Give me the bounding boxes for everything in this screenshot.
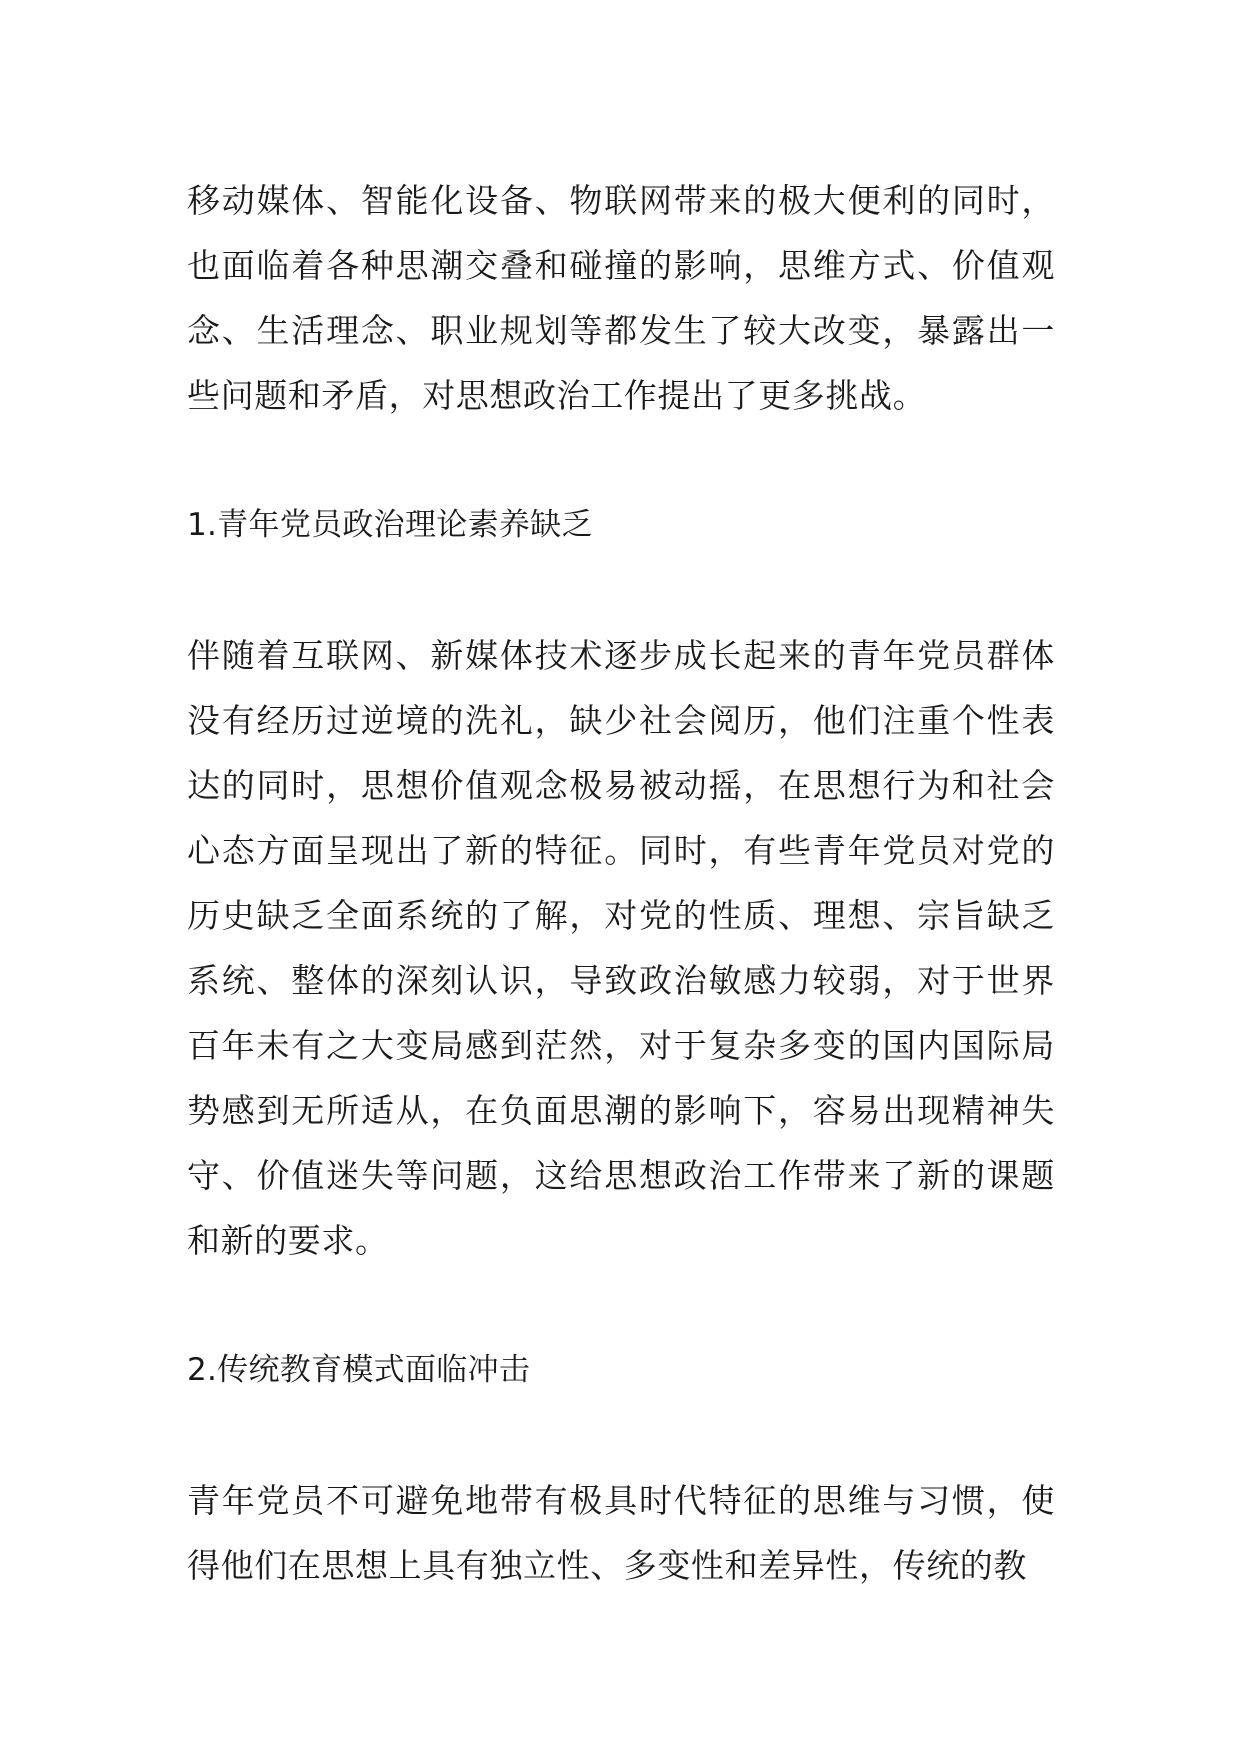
paragraph-media-impact: 移动媒体、智能化设备、物联网带来的极大便利的同时，也面临着各种思潮交叠和碰撞的影响，思维方式、价值观念、生活理念、职业规划等都发生了较大改变，暴露出一些问题和矛盾，对思想政治工作提出了更多挑战。 <box>187 181 1055 415</box>
section-heading-1: 1.青年党员政治理论素养缺乏 <box>187 507 593 543</box>
section-heading-2: 2.传统教育模式面临冲击 <box>187 1352 531 1388</box>
paragraph-political-theory: 伴随着互联网、新媒体技术逐步成长起来的青年党员群体没有经历过逆境的洗礼，缺少社会阅历，他们注重个性表达的同时，思想价值观念极易被动摇，在思想行为和社会心态方面呈现出了新的特征。同时，有些青年党员对党的历史缺乏全面系统的了解，对党的性质、理想、宗旨缺乏系统、整体的深刻认识，导致政治敏感力较弱，对于世界百年未有之大变局感到茫然，对于复杂多变的国内国际局势感到无所适从，在负面思潮的影响下，容易出现精神失守、价值迷失等问题，这给思想政治工作带来了新的课题和新的要求。 <box>187 636 1055 1260</box>
document-body <box>187 168 1055 1598</box>
paragraph-education-model: 青年党员不可避免地带有极具时代特征的思维与习惯，使得他们在思想上具有独立性、多变性和差异性，传统的教 <box>187 1481 1055 1585</box>
